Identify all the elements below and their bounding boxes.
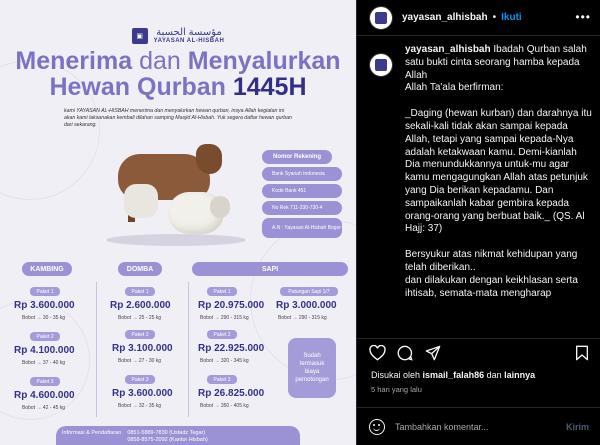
- sapi-paket-3-price: Rp 26.825.000: [198, 388, 265, 399]
- comment-bar: [357, 407, 600, 445]
- kambing-paket-1-label: Paket 1: [30, 287, 60, 296]
- rekening-item: Bank Syariah Indonesia: [262, 167, 342, 181]
- like-heart-icon[interactable]: [369, 345, 386, 365]
- poster-logo: [0, 27, 356, 44]
- patungan-bobot: Bobot → 290 - 315 kg: [278, 315, 327, 321]
- footer-contact-1: 0851-5889-7830 (Ustadz Tegar): [127, 430, 206, 436]
- sapi-paket-2-bobot: Bobot → 320 - 345 kg: [200, 358, 249, 364]
- rekening-item: No Rek 711-330-730-4: [262, 201, 342, 215]
- caption-line: dan dilakukan dengan keikhlasan serta ihtisab, semata-mata mengharap: [405, 274, 578, 299]
- headline-word: Menyalurkan: [187, 47, 341, 75]
- separator-dot: •: [492, 12, 497, 23]
- headline-word: dan: [139, 47, 181, 75]
- post-header: [357, 0, 600, 36]
- avatar[interactable]: [369, 6, 393, 30]
- emoji-icon[interactable]: [369, 419, 385, 435]
- kambing-paket-3-price: Rp 4.600.000: [14, 390, 75, 401]
- header-username-link[interactable]: yayasan_alhisbah: [402, 12, 488, 23]
- likes-user-link[interactable]: ismail_falah86: [422, 370, 485, 380]
- poster-intro-text: kami YAYASAN AL-HISBAH menerima dan menyalurkan hewan qurban, insya Allah kegiatan ini akan kami laksanakan kembali dilahan samping Masjid Al-Hisbah. Yuk segera daftar hewan qurban dari sekarang.: [64, 108, 292, 129]
- post-timestamp[interactable]: 5 hari yang lalu: [371, 385, 422, 394]
- logo-english-text: YAYASAN AL-HISBAH: [153, 38, 225, 44]
- caption-username-link[interactable]: yayasan_alhisbah: [405, 44, 491, 55]
- share-paper-plane-icon[interactable]: [425, 345, 441, 365]
- headline-word: Menerima: [15, 47, 133, 75]
- kambing-paket-2-label: Paket 2: [30, 332, 60, 341]
- post-sidebar: [356, 0, 600, 445]
- headline-year: 1445H: [232, 73, 307, 101]
- sapi-paket-3-label: Paket 3: [207, 375, 237, 384]
- kambing-paket-3-bobot: Bobot → 42 - 45 kg: [22, 405, 66, 411]
- rekening-title: Nomor Rekening: [262, 150, 332, 164]
- kambing-paket-2-price: Rp 4.100.000: [14, 345, 75, 356]
- rekening-item: Kode Bank 451: [262, 184, 342, 198]
- post-actions: [357, 338, 600, 366]
- column-divider: [188, 282, 189, 417]
- domba-paket-1-bobot: Bobot → 25 - 25 kg: [118, 315, 162, 321]
- sapi-paket-3-bobot: Bobot → 350 - 405 kg: [200, 403, 249, 409]
- sapi-paket-2-price: Rp 22.925.000: [198, 343, 265, 354]
- logo-mark-icon: ▣: [132, 28, 148, 44]
- likes-others-link[interactable]: lainnya: [504, 370, 536, 380]
- footer-label: Informasi & Pendaftaran: [62, 430, 122, 436]
- caption-area: [369, 44, 593, 332]
- category-domba: DOMBA: [118, 262, 162, 276]
- domba-paket-3-label: Paket 3: [125, 375, 155, 384]
- domba-paket-1-label: Paket 1: [125, 287, 155, 296]
- patungan-label: Patungan Sapi 1/7: [280, 287, 338, 296]
- domba-paket-2-price: Rp 3.100.000: [112, 343, 173, 354]
- footer-contact-2: 0858-8575-2092 (Kantor Hisbah): [127, 437, 208, 443]
- headline-word: Hewan Qurban: [49, 73, 226, 101]
- comment-input[interactable]: [395, 422, 555, 432]
- domba-paket-2-label: Paket 2: [125, 330, 155, 339]
- domba-paket-1-price: Rp 2.600.000: [110, 300, 171, 311]
- caption-line: Ibadah Qurban salah satu bukti cinta seorang hamba kepada Allah: [405, 44, 587, 81]
- likes-summary: [371, 370, 535, 380]
- domba-paket-3-bobot: Bobot → 32 - 35 kg: [118, 403, 162, 409]
- likes-middle: dan: [486, 370, 502, 380]
- rekening-item: A.N : Yayasan Al-Hisbah Bogor: [262, 218, 342, 238]
- patungan-price: Rp 3.000.000: [276, 300, 337, 311]
- likes-prefix: Disukai oleh: [371, 370, 421, 380]
- logo-arabic-text: مؤسسة الحسبة: [156, 27, 222, 38]
- follow-button[interactable]: Ikuti: [501, 12, 522, 23]
- comment-bubble-icon[interactable]: [397, 345, 413, 365]
- termasuk-note: Sudah termasuk biaya pemotongan: [288, 338, 336, 398]
- caption-line: Bersyukur atas nikmat kehidupan yang telah diberikan..: [405, 249, 578, 273]
- domba-paket-3-price: Rp 3.600.000: [112, 388, 173, 399]
- sapi-paket-1-bobot: Bobot → 290 - 315 kg: [200, 315, 249, 321]
- animals-illustration: [98, 140, 248, 252]
- column-divider: [96, 282, 97, 417]
- sapi-paket-1-price: Rp 20.975.000: [198, 300, 265, 311]
- send-comment-button[interactable]: Kirim: [565, 422, 589, 432]
- poster-headline-line2: [0, 72, 356, 102]
- caption-line: _Daging (hewan kurban) dan darahnya itu sekali-kali tidak akan sampai kepada Allah, tetapi yang sampai kepada-Nya adalah ketakwaan kamu. Demi-kianlah Dia menundukkannya untuk-mu agar kamu mengagungkan Allah atas petunjuk yang Dia berikan kepadamu. Dan sampaikanlah kabar gembira kepada orang-orang yang berbuat baik._ (QS. Al Hajj: 37): [405, 108, 592, 235]
- kambing-paket-2-bobot: Bobot → 37 - 40 kg: [22, 360, 66, 366]
- domba-paket-2-bobot: Bobot → 27 - 30 kg: [118, 358, 162, 364]
- category-kambing: KAMBING: [22, 262, 72, 276]
- goat-icon: [124, 184, 158, 218]
- sapi-paket-1-label: Paket 1: [207, 287, 237, 296]
- sapi-paket-2-label: Paket 2: [207, 330, 237, 339]
- caption-line: Allah Ta'ala berfirman:: [405, 82, 504, 94]
- caption-avatar[interactable]: [369, 53, 393, 77]
- category-sapi: SAPI: [192, 262, 348, 276]
- poster-footer: [56, 426, 300, 445]
- kambing-paket-1-price: Rp 3.600.000: [14, 300, 75, 311]
- caption-text: [405, 44, 593, 332]
- kambing-paket-3-label: Paket 3: [30, 377, 60, 386]
- save-bookmark-icon[interactable]: [575, 345, 589, 365]
- kambing-paket-1-bobot: Bobot → 30 - 35 kg: [22, 315, 66, 321]
- more-options-icon[interactable]: •••: [575, 10, 591, 24]
